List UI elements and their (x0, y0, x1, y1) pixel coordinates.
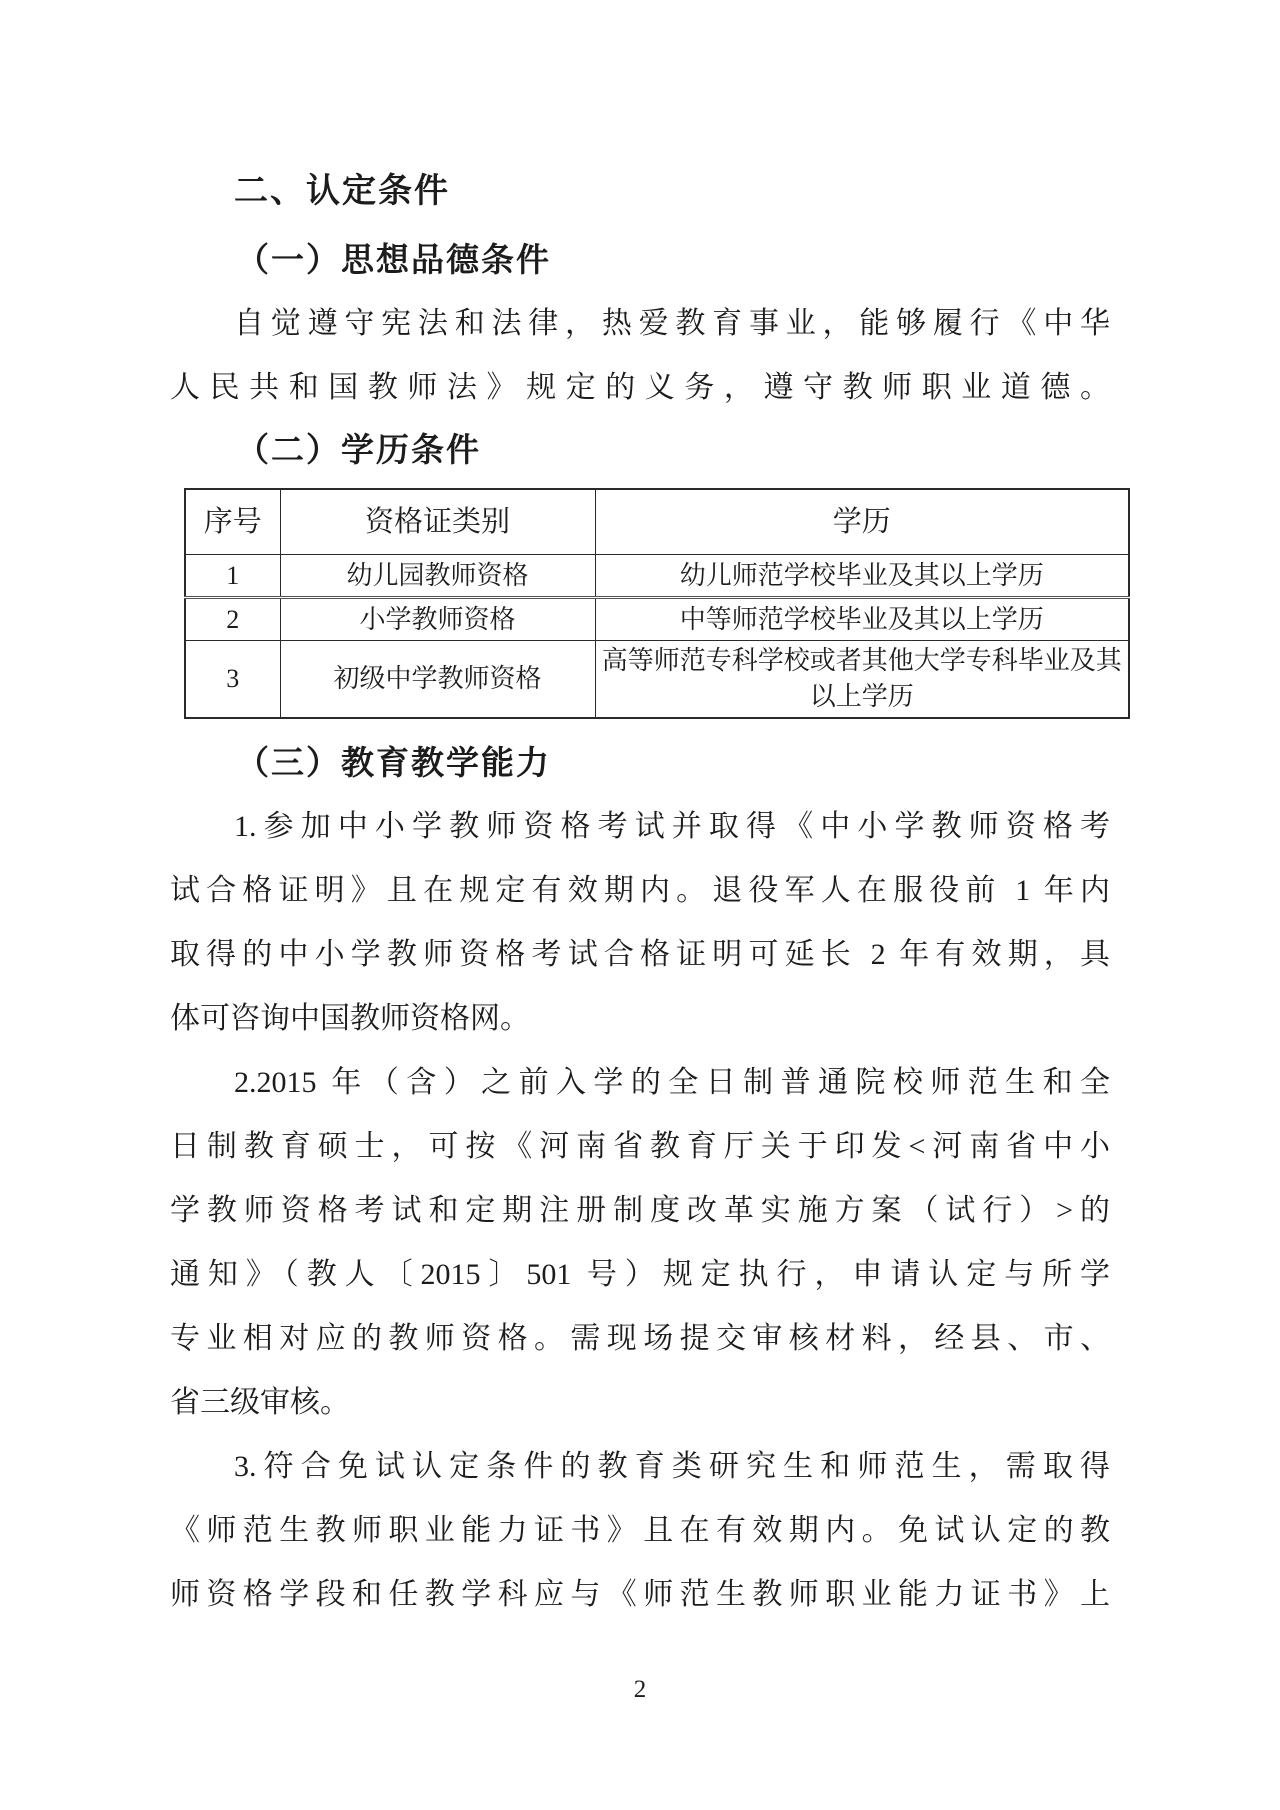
page-number: 2 (633, 1676, 647, 1703)
text-line: 自觉遵守宪法和法律，热爱教育事业，能够履行《中华 (234, 307, 1110, 340)
text-line: 体可咨询中国教师资格网。 (170, 1002, 530, 1035)
text-line: 试合格证明》且在规定有效期内。退役军人在服役前 1 年内 (170, 874, 1110, 907)
text-line: 2.2015 年（含）之前入学的全日制普通院校师范生和全 (234, 1066, 1110, 1099)
section-moral-body (170, 292, 1110, 420)
table-row (185, 598, 1129, 641)
text-line: 取得的中小学教师资格考试合格证明可延长 2 年有效期，具 (170, 938, 1110, 971)
table-row (185, 555, 1129, 598)
table-header-no: 序号 (185, 489, 280, 555)
cell-degree: 中等师范学校毕业及其以上学历 (595, 598, 1129, 641)
text-line: 人民共和国教师法》规定的义务，遵守教师职业道德。 (170, 371, 1110, 404)
text-line: 3.符合免试认定条件的教育类研究生和师范生，需取得 (234, 1450, 1110, 1483)
text-line: 通知》（教人〔2015〕501 号）规定执行，申请认定与所学 (170, 1258, 1110, 1291)
main-heading: 二、认定条件 (234, 172, 450, 210)
text-line: 师资格学段和任教学科应与《师范生教师职业能力证书》上 (170, 1578, 1110, 1611)
table-header-row (185, 489, 1129, 555)
table-row (185, 641, 1129, 719)
section-education-heading: （二）学历条件 (236, 433, 481, 469)
text-line: 日制教育硕士，可按《河南省教育厅关于印发<河南省中小 (170, 1130, 1110, 1163)
text-line: 1.参加中小学教师资格考试并取得《中小学教师资格考 (234, 810, 1110, 843)
section-moral-heading: （一）思想品德条件 (236, 243, 551, 279)
cell-cert-type: 幼儿园教师资格 (280, 555, 595, 598)
education-requirements-table (184, 488, 1130, 719)
text-line: 省三级审核。 (170, 1386, 350, 1419)
text-line: 专业相对应的教师资格。需现场提交审核材料，经县、市、 (170, 1322, 1110, 1355)
document-content (170, 168, 1122, 1627)
table-header-cert-type: 资格证类别 (280, 489, 595, 555)
cell-degree: 高等师范专科学校或者其他大学专科毕业及其以上学历 (595, 641, 1129, 719)
cell-cert-type: 小学教师资格 (280, 598, 595, 641)
section-ability-body (170, 795, 1110, 1627)
text-line: 学教师资格考试和定期注册制度改革实施方案（试行）>的 (170, 1194, 1110, 1227)
cell-no: 3 (185, 641, 280, 719)
table-header-degree: 学历 (595, 489, 1129, 555)
cell-cert-type: 初级中学教师资格 (280, 641, 595, 719)
cell-no: 2 (185, 598, 280, 641)
cell-degree: 幼儿师范学校毕业及其以上学历 (595, 555, 1129, 598)
section-ability-heading: （三）教育教学能力 (236, 746, 551, 782)
text-line: 《师范生教师职业能力证书》且在有效期内。免试认定的教 (170, 1514, 1110, 1547)
cell-no: 1 (185, 555, 280, 598)
